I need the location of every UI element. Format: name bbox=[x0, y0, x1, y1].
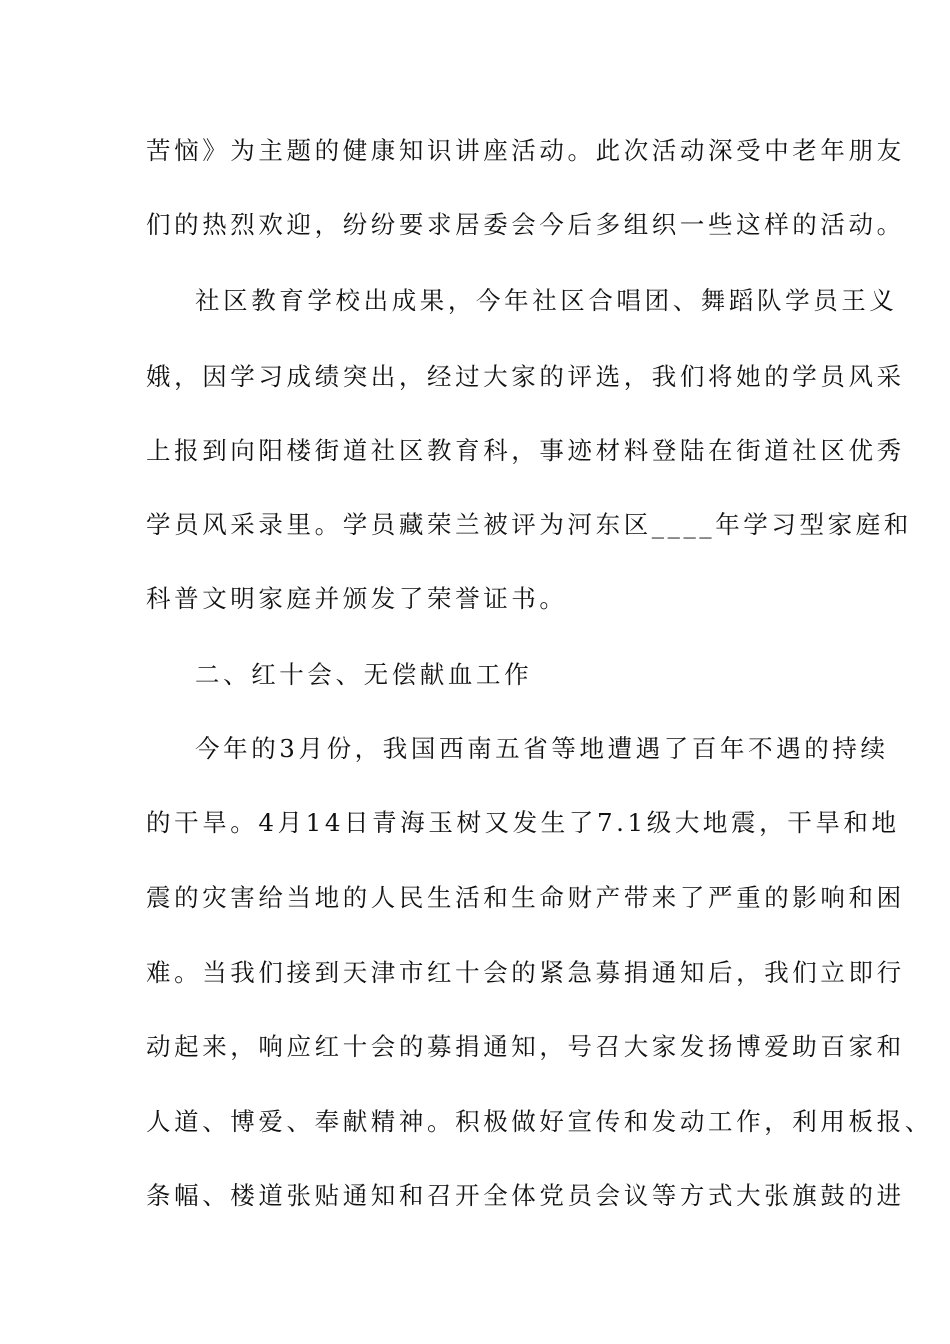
text-line: 动起来，响应红十会的募捐通知，号召大家发扬博爱助百家和 bbox=[146, 1032, 905, 1061]
text-line: 学员风采录里。学员藏荣兰被评为河东区____年学习型家庭和 bbox=[146, 510, 912, 539]
text-line: 科普文明家庭并颁发了荣誉证书。 bbox=[146, 584, 568, 613]
text-line: 的干旱。4月14日青海玉树又发生了7.1级大地震，干旱和地 bbox=[146, 808, 900, 837]
text-line: 苦恼》为主题的健康知识讲座活动。此次活动深受中老年朋友 bbox=[146, 136, 905, 165]
paragraph-start-line: 社区教育学校出成果，今年社区合唱团、舞蹈队学员王义 bbox=[195, 286, 898, 315]
text-line: 上报到向阳楼街道社区教育科，事迹材料登陆在街道社区优秀 bbox=[146, 436, 905, 465]
text-line: 震的灾害给当地的人民生活和生命财产带来了严重的影响和困 bbox=[146, 883, 905, 912]
text-line: 人道、博爱、奉献精神。积极做好宣传和发动工作，利用板报、 bbox=[146, 1107, 933, 1136]
text-line: 们的热烈欢迎，纷纷要求居委会今后多组织一些这样的活动。 bbox=[146, 210, 905, 239]
text-line: 娥，因学习成绩突出，经过大家的评选，我们将她的学员风采 bbox=[146, 362, 905, 391]
section-heading: 二、红十会、无偿献血工作 bbox=[195, 660, 533, 689]
text-line: 难。当我们接到天津市红十会的紧急募捐通知后，我们立即行 bbox=[146, 958, 905, 987]
text-line: 条幅、楼道张贴通知和召开全体党员会议等方式大张旗鼓的进 bbox=[146, 1181, 905, 1210]
paragraph-start-line: 今年的3月份，我国西南五省等地遭遇了百年不遇的持续 bbox=[195, 734, 889, 763]
